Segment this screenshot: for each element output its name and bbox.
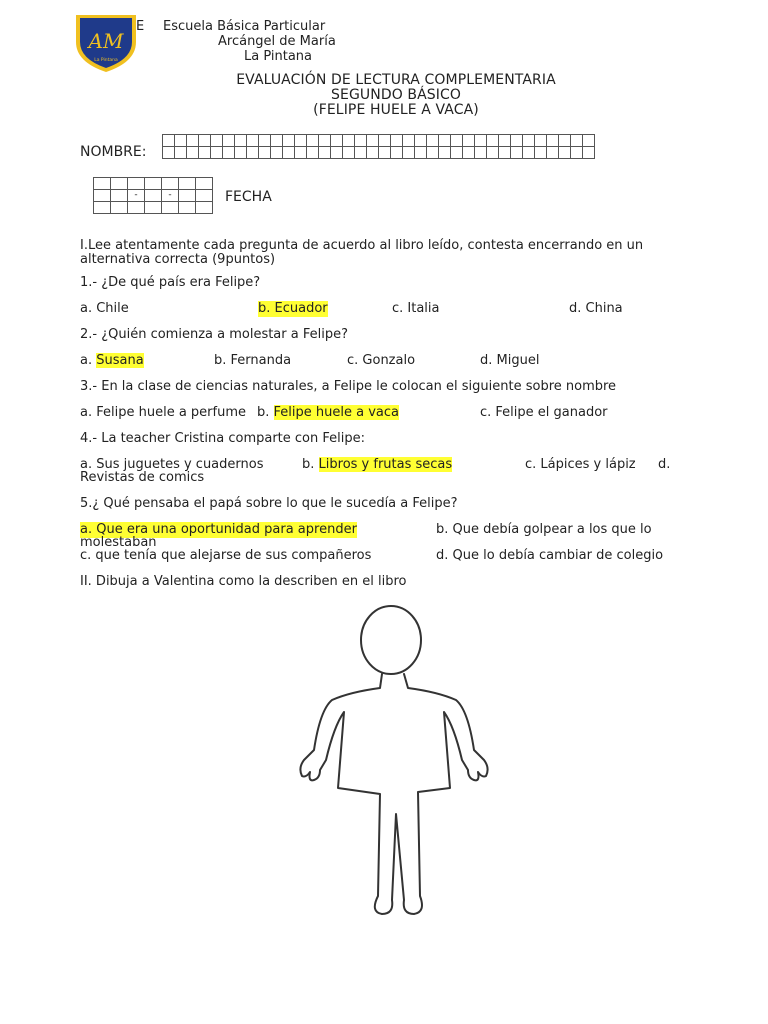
name-grid-cell[interactable] (523, 135, 535, 147)
question-4: 4.- La teacher Cristina comparte con Felipe: (80, 431, 365, 446)
date-label: FECHA (225, 189, 272, 205)
q4-option-d[interactable]: d. (658, 457, 671, 472)
date-grid-cell[interactable] (94, 202, 111, 214)
question-1: 1.- ¿De qué país era Felipe? (80, 275, 261, 290)
date-grid-cell[interactable] (128, 178, 145, 190)
name-grid-cell[interactable] (259, 147, 271, 159)
name-input-grid[interactable] (162, 134, 595, 159)
date-grid-cell[interactable] (145, 178, 162, 190)
title-line1: EVALUACIÓN DE LECTURA COMPLEMENTARIA (236, 72, 556, 88)
name-grid-cell[interactable] (211, 135, 223, 147)
name-grid-cell[interactable] (355, 135, 367, 147)
header-letter: E (136, 19, 145, 34)
name-grid-cell[interactable] (223, 147, 235, 159)
question-5: 5.¿ Qué pensaba el papá sobre lo que le sucedía a Felipe? (80, 496, 458, 511)
q3-option-b-answer: Felipe huele a vaca (273, 405, 399, 420)
name-grid-cell[interactable] (427, 135, 439, 147)
name-grid-cell[interactable] (367, 135, 379, 147)
name-grid-cell[interactable] (487, 135, 499, 147)
name-label: NOMBRE: (80, 144, 147, 160)
school-name-line3: La Pintana (244, 49, 313, 64)
date-separator: - (162, 190, 179, 202)
name-grid-cell[interactable] (571, 135, 583, 147)
date-grid-cell[interactable] (94, 178, 111, 190)
name-grid-cell[interactable] (535, 135, 547, 147)
name-grid-cell[interactable] (523, 147, 535, 159)
name-grid-cell[interactable] (403, 147, 415, 159)
name-grid-cell[interactable] (175, 147, 187, 159)
q4-option-a[interactable]: a. Sus juguetes y cuadernos (80, 457, 264, 472)
name-grid-cell[interactable] (379, 135, 391, 147)
q5-option-c[interactable]: c. que tenía que alejarse de sus compañeros (80, 548, 372, 563)
name-grid-cell[interactable] (559, 147, 571, 159)
name-grid-cell[interactable] (319, 135, 331, 147)
name-grid-cell[interactable] (511, 135, 523, 147)
name-grid-cell[interactable] (487, 147, 499, 159)
q4-option-d-text[interactable]: Revistas de comics (80, 470, 205, 485)
name-grid-cell[interactable] (187, 135, 199, 147)
name-grid-cell[interactable] (355, 147, 367, 159)
name-grid-cell[interactable] (247, 147, 259, 159)
q5-option-d[interactable]: d. Que lo debía cambiar de colegio (436, 548, 664, 563)
name-grid-cell[interactable] (295, 135, 307, 147)
name-grid-cell[interactable] (451, 135, 463, 147)
name-grid-cell[interactable] (403, 135, 415, 147)
question-2: 2.- ¿Quién comienza a molestar a Felipe? (80, 327, 348, 342)
name-grid-cell[interactable] (271, 147, 283, 159)
q2-option-a[interactable] (80, 353, 144, 369)
name-grid-cell[interactable] (391, 135, 403, 147)
q4-option-b-answer: Libros y frutas secas (318, 457, 453, 472)
name-grid-cell[interactable] (223, 135, 235, 147)
school-name-line2: Arcángel de María (218, 34, 336, 49)
q1-option-a[interactable]: a. Chile (80, 301, 129, 316)
name-grid-cell[interactable] (499, 147, 511, 159)
name-grid-cell[interactable] (331, 147, 343, 159)
date-grid-cell[interactable] (111, 190, 128, 202)
title-line3: (FELIPE HUELE A VACA) (313, 102, 479, 118)
q2-option-a-answer: Susana (96, 353, 144, 368)
question-3: 3.- En la clase de ciencias naturales, a Felipe le colocan el siguiente sobre nombre (80, 379, 617, 394)
name-grid-cell[interactable] (163, 135, 175, 147)
date-grid-cell[interactable] (179, 202, 196, 214)
q3-option-b[interactable] (257, 405, 399, 421)
name-grid-cell[interactable] (343, 135, 355, 147)
date-grid-cell[interactable] (179, 190, 196, 202)
name-grid-cell[interactable] (295, 147, 307, 159)
name-grid-cell[interactable] (307, 147, 319, 159)
q1-option-c[interactable]: c. Italia (392, 301, 440, 316)
name-grid-cell[interactable] (235, 135, 247, 147)
q2-option-c[interactable]: c. Gonzalo (347, 353, 416, 368)
name-grid-cell[interactable] (583, 147, 595, 159)
q4-option-b[interactable] (302, 457, 452, 473)
name-grid-cell[interactable] (307, 135, 319, 147)
logo-text-bottom: La Pintana (94, 58, 118, 63)
date-grid-cell[interactable] (179, 178, 196, 190)
name-grid-cell[interactable] (463, 147, 475, 159)
q3-option-c[interactable]: c. Felipe el ganador (480, 405, 608, 420)
date-grid-cell[interactable] (128, 202, 145, 214)
name-grid-cell[interactable] (331, 135, 343, 147)
date-grid-cell[interactable] (145, 190, 162, 202)
q1-option-d[interactable]: d. China (569, 301, 623, 316)
name-grid-cell[interactable] (427, 147, 439, 159)
q1-option-b[interactable]: b. Ecuador (258, 301, 328, 316)
name-grid-cell[interactable] (499, 135, 511, 147)
logo-initials: AM (88, 29, 124, 53)
date-grid-cell[interactable] (145, 202, 162, 214)
q4-option-c[interactable]: c. Lápices y lápiz (525, 457, 636, 472)
q5-option-a[interactable]: a. Que era una oportunidad para aprender (80, 522, 357, 537)
name-grid-cell[interactable] (547, 135, 559, 147)
date-grid-cell[interactable] (162, 202, 179, 214)
person-outline-drawing[interactable] (290, 600, 500, 930)
name-grid-cell[interactable] (283, 147, 295, 159)
name-grid-cell[interactable] (271, 135, 283, 147)
name-grid-cell[interactable] (391, 147, 403, 159)
name-grid-cell[interactable] (463, 135, 475, 147)
date-grid-cell[interactable] (94, 190, 111, 202)
name-grid-cell[interactable] (199, 147, 211, 159)
name-grid-cell[interactable] (283, 135, 295, 147)
q5-option-b[interactable]: b. Que debía golpear a los que lo (436, 522, 652, 537)
name-grid-cell[interactable] (163, 147, 175, 159)
name-grid-cell[interactable] (211, 147, 223, 159)
date-grid-cell[interactable] (196, 190, 213, 202)
q2-option-a-prefix: a. (80, 353, 97, 368)
name-grid-cell[interactable] (319, 147, 331, 159)
date-input-grid[interactable] (93, 177, 213, 214)
date-grid-cell[interactable] (111, 178, 128, 190)
name-grid-cell[interactable] (439, 135, 451, 147)
school-logo (72, 12, 140, 74)
name-grid-cell[interactable] (415, 135, 427, 147)
date-separator: - (128, 190, 145, 202)
q2-option-b[interactable]: b. Fernanda (214, 353, 292, 368)
name-grid-cell[interactable] (175, 135, 187, 147)
name-grid-cell[interactable] (247, 135, 259, 147)
q3-option-a[interactable]: a. Felipe huele a perfume (80, 405, 246, 420)
name-grid-cell[interactable] (415, 147, 427, 159)
q3-option-b-prefix: b. (257, 405, 274, 420)
q2-option-d[interactable]: d. Miguel (480, 353, 540, 368)
name-grid-cell[interactable] (571, 147, 583, 159)
name-grid-cell[interactable] (343, 147, 355, 159)
school-name-line1: Escuela Básica Particular (163, 19, 326, 34)
name-grid-cell[interactable] (187, 147, 199, 159)
name-grid-cell[interactable] (439, 147, 451, 159)
name-grid-cell[interactable] (367, 147, 379, 159)
section-2-instruction: II. Dibuja a Valentina como la describen en el libro (80, 574, 407, 589)
name-grid-cell[interactable] (511, 147, 523, 159)
date-grid-cell[interactable] (196, 178, 213, 190)
date-grid-cell[interactable] (162, 178, 179, 190)
name-grid-cell[interactable] (475, 147, 487, 159)
title-line2: SEGUNDO BÁSICO (331, 87, 461, 103)
date-grid-cell[interactable] (196, 202, 213, 214)
instructions: I.Lee atentamente cada pregunta de acuerdo al libro leído, contesta encerrando en un alternativa correcta (9puntos) (80, 238, 644, 267)
name-grid-cell[interactable] (583, 135, 595, 147)
q4-option-b-prefix: b. (302, 457, 319, 472)
name-grid-cell[interactable] (199, 135, 211, 147)
date-grid-cell[interactable] (111, 202, 128, 214)
name-grid-cell[interactable] (379, 147, 391, 159)
name-grid-cell[interactable] (535, 147, 547, 159)
name-grid-cell[interactable] (547, 147, 559, 159)
name-grid-cell[interactable] (259, 135, 271, 147)
name-grid-cell[interactable] (559, 135, 571, 147)
name-grid-cell[interactable] (475, 135, 487, 147)
name-grid-cell[interactable] (451, 147, 463, 159)
name-grid-cell[interactable] (235, 147, 247, 159)
q5-option-b-continued[interactable]: molestaban (80, 535, 157, 550)
